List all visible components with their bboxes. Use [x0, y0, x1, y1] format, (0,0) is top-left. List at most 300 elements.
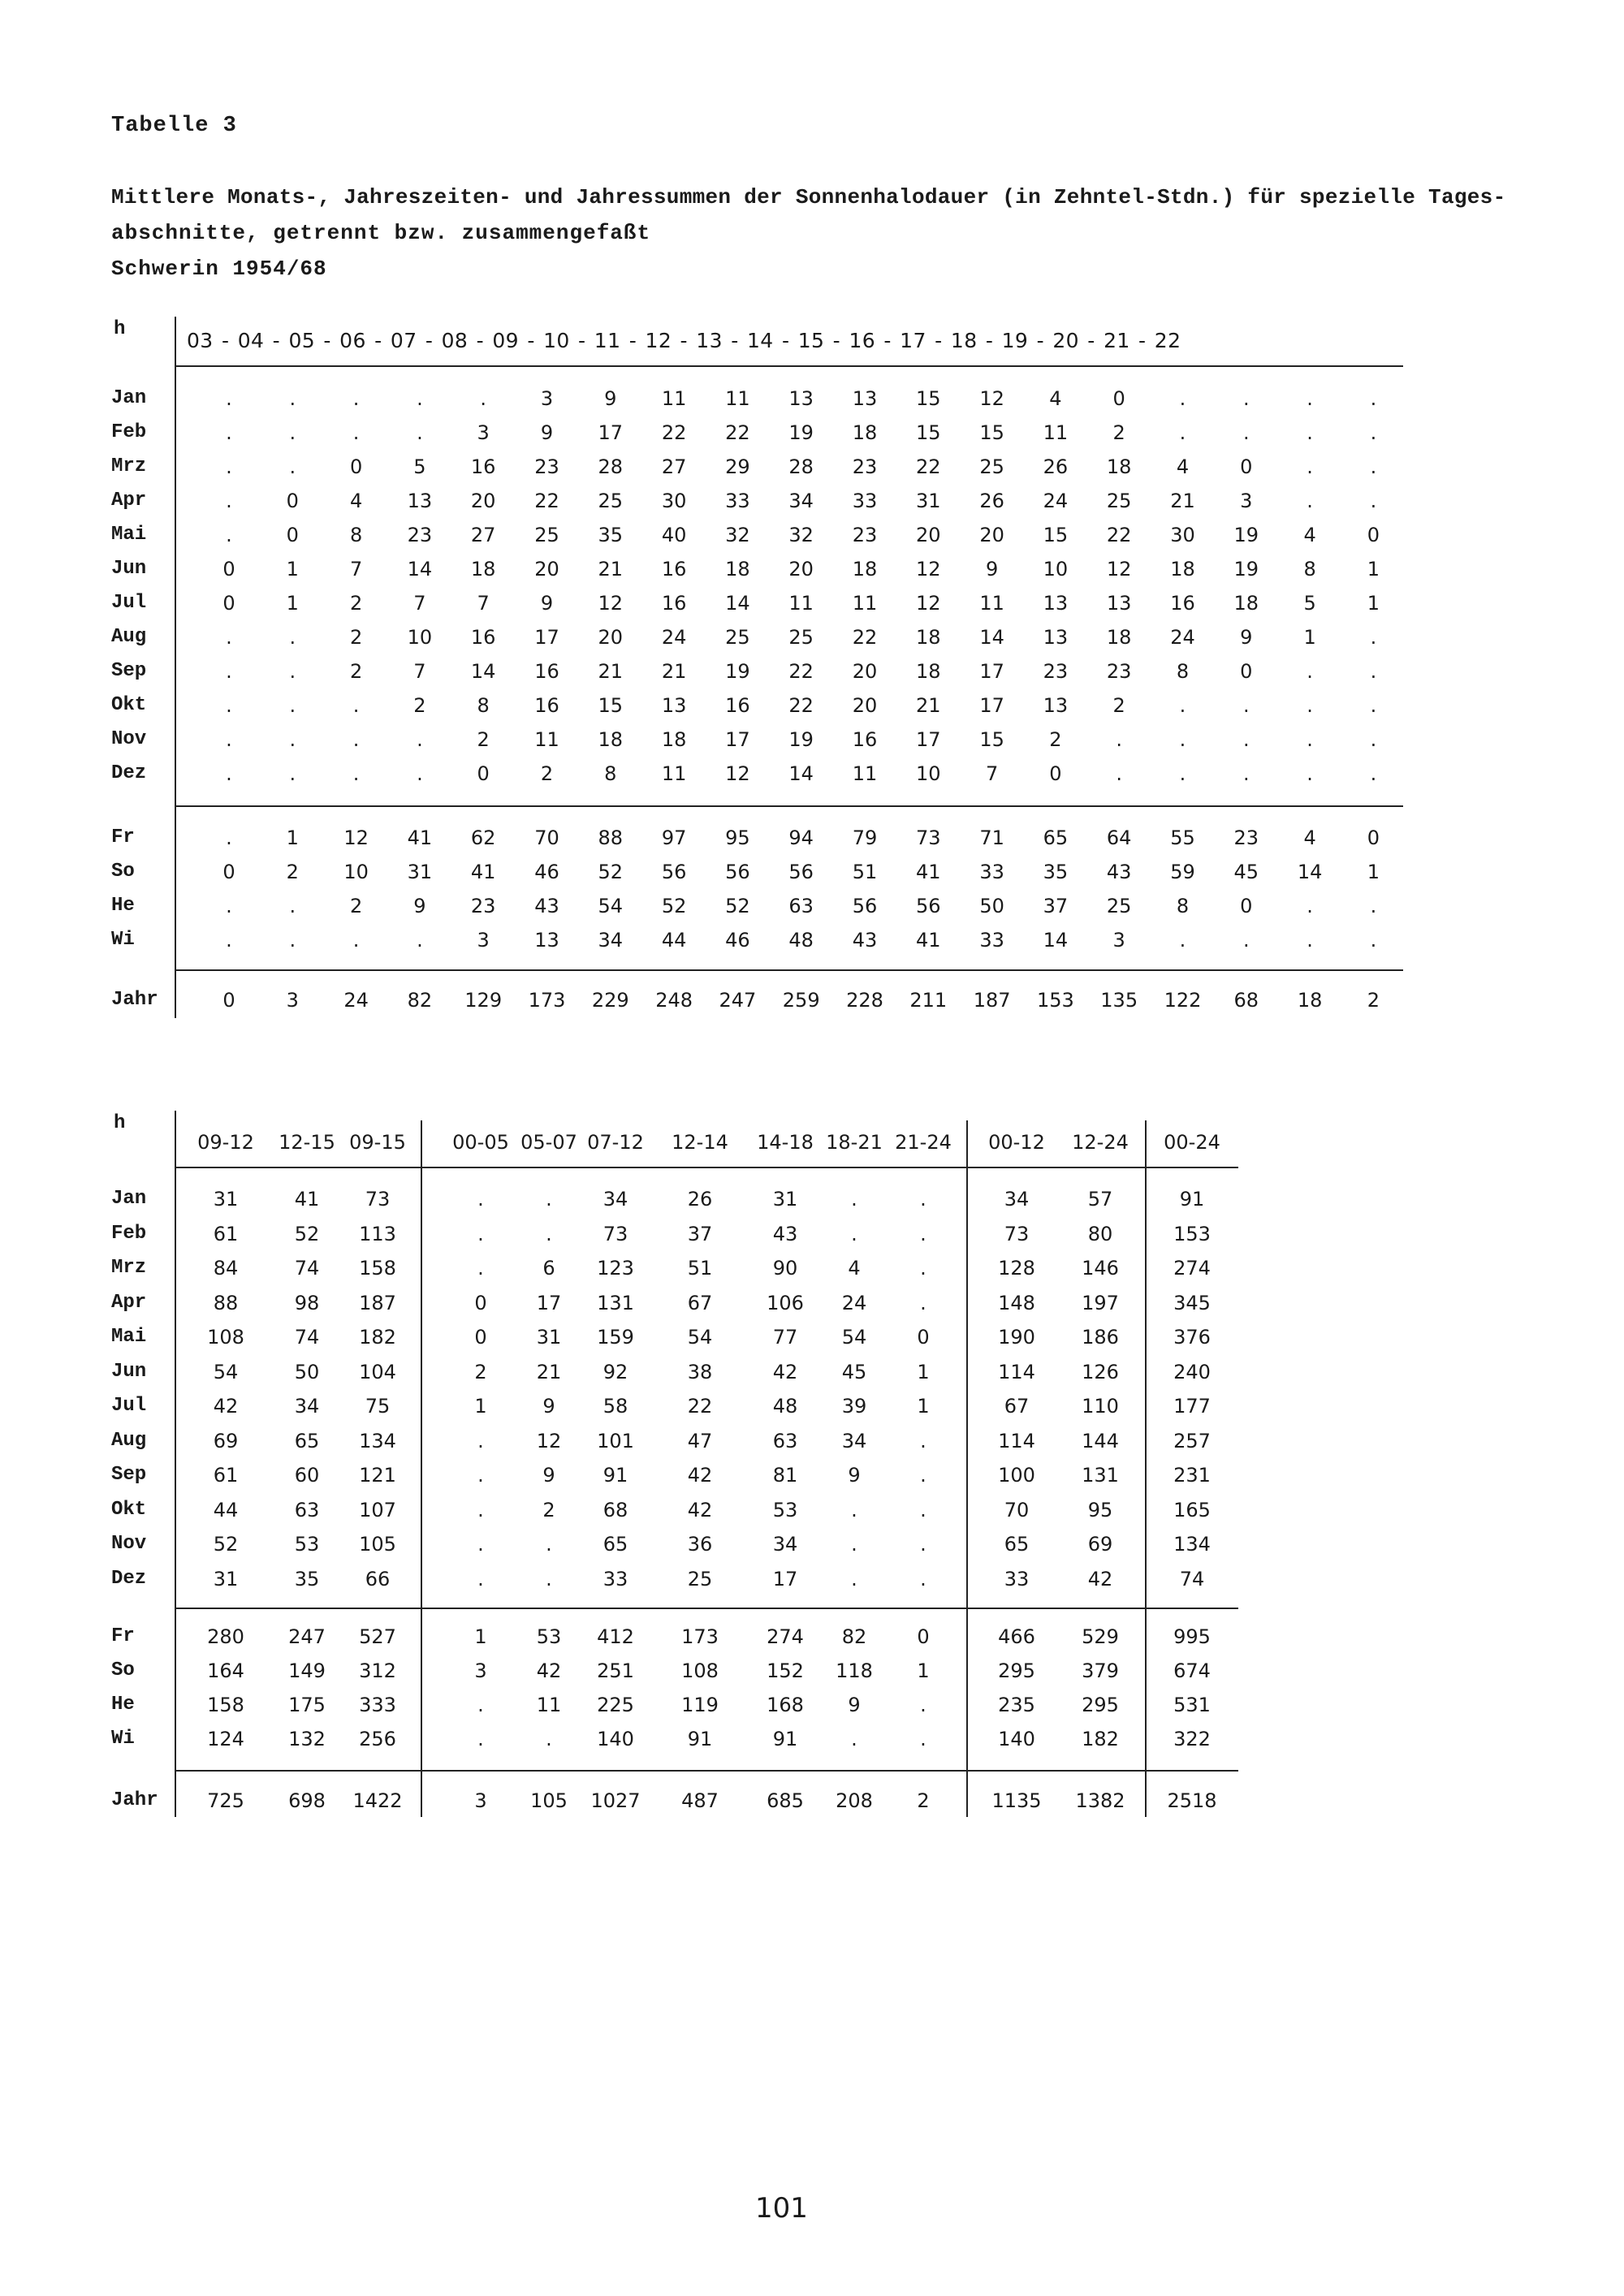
row-label: Okt: [111, 1499, 147, 1521]
table-cell: 685: [767, 1789, 804, 1812]
table-cell: 12: [916, 558, 941, 580]
table-cell: .: [920, 1694, 926, 1716]
table-cell: .: [1179, 762, 1186, 785]
table-cell: .: [289, 895, 296, 917]
row-label: Jun: [111, 558, 147, 580]
table-cell: 9: [848, 1464, 861, 1487]
table-cell: .: [226, 524, 232, 546]
table-cell: 15: [1043, 524, 1069, 546]
table-cell: 16: [470, 626, 496, 649]
table-cell: 22: [916, 455, 941, 478]
table-cell: .: [546, 1223, 552, 1245]
table-cell: 62: [470, 826, 496, 849]
table-cell: .: [1307, 694, 1313, 717]
table-cell: .: [1370, 387, 1377, 410]
row-label: Fr: [111, 1625, 135, 1647]
table-cell: 21: [536, 1361, 562, 1383]
table-cell: 12: [536, 1430, 562, 1452]
table-cell: 47: [687, 1430, 713, 1452]
table-cell: 19: [788, 421, 814, 444]
table-cell: 148: [998, 1292, 1035, 1314]
table-cell: 118: [836, 1659, 873, 1682]
table-cell: 126: [1082, 1361, 1119, 1383]
table-cell: 23: [852, 455, 878, 478]
row-label: So: [111, 1659, 135, 1681]
station-period: Schwerin 1954/68: [111, 257, 327, 281]
table-cell: 3: [1240, 490, 1253, 512]
table-cell: 1: [286, 826, 299, 849]
table-cell: 9: [540, 421, 554, 444]
table-cell: 30: [1170, 524, 1195, 546]
table-cell: 129: [464, 989, 503, 1012]
hourly-table-months-rule: [175, 805, 1403, 807]
table-cell: 41: [916, 861, 941, 883]
table-cell: 31: [213, 1568, 239, 1590]
table-cell: 51: [852, 861, 878, 883]
hourly-table-corner: h: [114, 318, 126, 340]
table-cell: 73: [1004, 1223, 1030, 1245]
table-cell: 54: [213, 1361, 239, 1383]
table-cell: 38: [687, 1361, 713, 1383]
table-cell: 211: [909, 989, 948, 1012]
table-cell: 69: [213, 1430, 239, 1452]
table-cell: .: [417, 929, 423, 952]
table-cell: 119: [681, 1694, 719, 1716]
table-cell: .: [417, 421, 423, 444]
table-cell: .: [289, 455, 296, 478]
table-cell: 23: [1106, 660, 1132, 683]
table-cell: 80: [1087, 1223, 1113, 1245]
column-header: 12-15: [279, 1131, 335, 1154]
table-cell: .: [1307, 728, 1313, 751]
table-cell: 26: [687, 1188, 713, 1211]
table-cell: 18: [598, 728, 624, 751]
table-cell: 56: [661, 861, 687, 883]
table-cell: 48: [788, 929, 814, 952]
table-cell: 10: [343, 861, 369, 883]
row-label: Mrz: [111, 455, 147, 477]
table-cell: .: [1307, 387, 1313, 410]
table-cell: 0: [222, 861, 235, 883]
column-header: 18-21: [826, 1131, 883, 1154]
table-cell: .: [289, 929, 296, 952]
row-label: Aug: [111, 626, 147, 648]
table-cell: .: [289, 421, 296, 444]
table-cell: 0: [477, 762, 490, 785]
table-cell: 18: [852, 558, 878, 580]
table-cell: 31: [407, 861, 433, 883]
table-cell: 2: [286, 861, 299, 883]
table-cell: 11: [852, 762, 878, 785]
row-label: Fr: [111, 826, 135, 848]
table-cell: 33: [1004, 1568, 1030, 1590]
table-cell: 13: [534, 929, 559, 952]
table-cell: 14: [470, 660, 496, 683]
row-label: Jul: [111, 592, 147, 614]
table-cell: 8: [1176, 895, 1190, 917]
table-title-line1: Mittlere Monats-, Jahreszeiten- und Jahressummen der Sonnenhalodauer (in Zehntel-Stdn.) für spezielle Tages-: [111, 185, 1506, 209]
table-cell: 95: [725, 826, 750, 849]
table-cell: 2: [477, 728, 490, 751]
table-cell: 2: [349, 895, 363, 917]
table-cell: 4: [1049, 387, 1062, 410]
table-cell: 197: [1082, 1292, 1119, 1314]
table-cell: 1: [917, 1395, 930, 1418]
table-cell: 7: [477, 592, 490, 615]
table-cell: .: [477, 1464, 484, 1487]
table-cell: 128: [998, 1257, 1035, 1280]
table-cell: 9: [413, 895, 426, 917]
table-cell: 11: [661, 387, 687, 410]
table-cell: 42: [687, 1464, 713, 1487]
table-cell: 1: [917, 1659, 930, 1682]
table-cell: 22: [661, 421, 687, 444]
table-cell: 4: [349, 490, 363, 512]
table-cell: 94: [788, 826, 814, 849]
table-cell: 0: [474, 1326, 487, 1349]
table-cell: 42: [213, 1395, 239, 1418]
table-cell: 68: [603, 1499, 628, 1521]
table-cell: 18: [1106, 626, 1132, 649]
table-cell: 44: [213, 1499, 239, 1521]
table-cell: 5: [1303, 592, 1316, 615]
table-cell: 31: [213, 1188, 239, 1211]
table-cell: 114: [998, 1361, 1035, 1383]
table-cell: 247: [719, 989, 757, 1012]
table-cell: 274: [1173, 1257, 1211, 1280]
table-cell: 31: [772, 1188, 798, 1211]
period-table-divider-1: [421, 1120, 422, 1817]
table-cell: 2: [1367, 989, 1380, 1012]
table-cell: .: [920, 1728, 926, 1750]
table-cell: 9: [604, 387, 617, 410]
table-cell: .: [289, 660, 296, 683]
table-cell: 43: [534, 895, 559, 917]
table-cell: .: [1307, 660, 1313, 683]
table-cell: 0: [474, 1292, 487, 1314]
table-cell: 134: [1173, 1533, 1211, 1556]
table-cell: 2: [1049, 728, 1062, 751]
table-cell: 33: [725, 490, 750, 512]
table-cell: 182: [359, 1326, 396, 1349]
table-cell: .: [352, 387, 360, 410]
table-cell: 7: [413, 660, 426, 683]
table-cell: 3: [477, 421, 490, 444]
table-cell: 164: [207, 1659, 244, 1682]
table-cell: 152: [767, 1659, 804, 1682]
table-cell: 41: [470, 861, 496, 883]
table-cell: 12: [979, 387, 1004, 410]
table-cell: .: [920, 1430, 926, 1452]
table-cell: 531: [1173, 1694, 1211, 1716]
table-cell: .: [920, 1464, 926, 1487]
table-cell: 15: [916, 421, 941, 444]
page-number: 101: [755, 2192, 808, 2225]
table-cell: .: [1370, 895, 1377, 917]
table-cell: .: [851, 1188, 857, 1211]
table-cell: 122: [1164, 989, 1202, 1012]
table-cell: .: [546, 1188, 552, 1211]
table-cell: .: [477, 1257, 484, 1280]
table-cell: 146: [1082, 1257, 1119, 1280]
table-cell: 44: [661, 929, 687, 952]
table-cell: 48: [772, 1395, 798, 1418]
table-cell: .: [226, 455, 232, 478]
table-cell: 153: [1173, 1223, 1211, 1245]
row-label: Jan: [111, 1188, 147, 1210]
table-cell: 84: [213, 1257, 239, 1280]
table-cell: 466: [998, 1625, 1035, 1648]
table-cell: 173: [681, 1625, 719, 1648]
table-cell: .: [226, 728, 232, 751]
table-cell: 5: [413, 455, 426, 478]
table-cell: 7: [413, 592, 426, 615]
table-cell: .: [851, 1728, 857, 1750]
table-cell: 54: [598, 895, 624, 917]
table-cell: .: [1370, 421, 1377, 444]
table-cell: 28: [598, 455, 624, 478]
table-cell: 345: [1173, 1292, 1211, 1314]
table-cell: 280: [207, 1625, 244, 1648]
table-cell: 69: [1087, 1533, 1113, 1556]
table-cell: 1382: [1075, 1789, 1125, 1812]
table-cell: 63: [772, 1430, 798, 1452]
table-cell: 177: [1173, 1395, 1211, 1418]
table-cell: 11: [788, 592, 814, 615]
table-cell: 1: [1367, 592, 1380, 615]
table-cell: 18: [1297, 989, 1323, 1012]
table-cell: 18: [1170, 558, 1195, 580]
table-cell: 61: [213, 1223, 239, 1245]
table-cell: 22: [725, 421, 750, 444]
table-cell: 16: [534, 660, 559, 683]
table-cell: 56: [725, 861, 750, 883]
table-cell: 698: [288, 1789, 326, 1812]
table-cell: 159: [597, 1326, 634, 1349]
table-cell: 18: [470, 558, 496, 580]
row-label: Apr: [111, 1292, 147, 1314]
table-cell: 65: [1043, 826, 1069, 849]
table-cell: 73: [916, 826, 941, 849]
table-cell: 14: [1043, 929, 1069, 952]
hourly-table-header: 03 - 04 - 05 - 06 - 07 - 08 - 09 - 10 - 11 - 12 - 13 - 14 - 15 - 16 - 17 - 18 - 19 - 20 - 21 - 22: [187, 329, 1181, 352]
table-cell: 70: [534, 826, 559, 849]
table-cell: 20: [470, 490, 496, 512]
table-cell: 25: [788, 626, 814, 649]
table-cell: .: [352, 728, 360, 751]
table-cell: 4: [1303, 524, 1316, 546]
table-cell: .: [417, 762, 423, 785]
table-cell: 487: [681, 1789, 719, 1812]
table-cell: 2: [542, 1499, 555, 1521]
table-cell: 23: [534, 455, 559, 478]
row-label: He: [111, 1694, 135, 1716]
table-cell: 256: [359, 1728, 396, 1750]
table-cell: .: [477, 1728, 484, 1750]
table-cell: 17: [534, 626, 559, 649]
table-cell: 67: [1004, 1395, 1030, 1418]
table-cell: .: [352, 421, 360, 444]
table-cell: 131: [1082, 1464, 1119, 1487]
table-cell: 25: [598, 490, 624, 512]
table-cell: 259: [782, 989, 820, 1012]
table-cell: 15: [598, 694, 624, 717]
table-cell: 322: [1173, 1728, 1211, 1750]
table-cell: 67: [687, 1292, 713, 1314]
table-cell: 0: [1367, 826, 1380, 849]
table-cell: 42: [687, 1499, 713, 1521]
table-cell: .: [1116, 728, 1122, 751]
table-cell: 41: [294, 1188, 320, 1211]
table-cell: 12: [725, 762, 750, 785]
table-cell: .: [477, 1223, 484, 1245]
table-cell: .: [546, 1533, 552, 1556]
table-cell: 81: [772, 1464, 798, 1487]
table-cell: 333: [359, 1694, 396, 1716]
table-cell: 140: [597, 1728, 634, 1750]
table-cell: 0: [222, 989, 235, 1012]
table-cell: 53: [772, 1499, 798, 1521]
table-cell: 63: [294, 1499, 320, 1521]
table-cell: 50: [979, 895, 1004, 917]
table-cell: 8: [477, 694, 490, 717]
row-label: Feb: [111, 1223, 147, 1245]
table-cell: 8: [1303, 558, 1316, 580]
table-cell: 16: [661, 592, 687, 615]
table-cell: .: [1242, 762, 1250, 785]
table-cell: 2: [1112, 421, 1125, 444]
table-cell: 257: [1173, 1430, 1211, 1452]
table-cell: 14: [788, 762, 814, 785]
table-cell: .: [1370, 660, 1377, 683]
table-cell: 0: [1112, 387, 1125, 410]
table-cell: 24: [1170, 626, 1195, 649]
table-cell: 43: [1106, 861, 1132, 883]
table-cell: 11: [534, 728, 559, 751]
table-cell: 19: [1233, 558, 1259, 580]
table-cell: 0: [1367, 524, 1380, 546]
table-cell: 225: [597, 1694, 634, 1716]
table-cell: .: [226, 826, 232, 849]
table-cell: 11: [536, 1694, 562, 1716]
table-cell: 70: [1004, 1499, 1030, 1521]
table-cell: 240: [1173, 1361, 1211, 1383]
table-cell: .: [920, 1292, 926, 1314]
table-cell: 3: [540, 387, 554, 410]
table-cell: 379: [1082, 1659, 1119, 1682]
table-cell: 2: [413, 694, 426, 717]
period-table-divider-2: [966, 1120, 968, 1817]
table-cell: 3: [286, 989, 299, 1012]
table-cell: 1: [286, 558, 299, 580]
table-cell: .: [289, 387, 296, 410]
table-cell: 20: [534, 558, 559, 580]
table-cell: 17: [979, 694, 1004, 717]
table-cell: 73: [603, 1223, 628, 1245]
table-cell: 105: [359, 1533, 396, 1556]
column-header: 09-12: [197, 1131, 254, 1154]
table-cell: .: [1116, 762, 1122, 785]
table-cell: 20: [788, 558, 814, 580]
table-cell: 158: [207, 1694, 244, 1716]
table-cell: 33: [979, 861, 1004, 883]
table-cell: 68: [1233, 989, 1259, 1012]
table-cell: 54: [841, 1326, 867, 1349]
table-cell: 124: [207, 1728, 244, 1750]
table-cell: 11: [852, 592, 878, 615]
table-cell: 110: [1082, 1395, 1119, 1418]
row-label: Okt: [111, 694, 147, 716]
table-cell: 107: [359, 1499, 396, 1521]
table-cell: 376: [1173, 1326, 1211, 1349]
table-cell: 54: [687, 1326, 713, 1349]
table-cell: 51: [687, 1257, 713, 1280]
table-cell: 108: [207, 1326, 244, 1349]
table-cell: 25: [687, 1568, 713, 1590]
table-cell: 2: [349, 626, 363, 649]
table-cell: 22: [788, 694, 814, 717]
table-cell: 8: [349, 524, 363, 546]
table-cell: 11: [1043, 421, 1069, 444]
table-cell: .: [226, 895, 232, 917]
table-cell: 0: [1240, 660, 1253, 683]
table-cell: 16: [661, 558, 687, 580]
table-cell: 10: [407, 626, 433, 649]
table-cell: 59: [1170, 861, 1195, 883]
table-cell: 33: [979, 929, 1004, 952]
table-cell: .: [226, 929, 232, 952]
column-header: 07-12: [587, 1131, 644, 1154]
table-cell: .: [289, 626, 296, 649]
table-cell: 295: [998, 1659, 1035, 1682]
table-cell: 17: [979, 660, 1004, 683]
table-cell: 95: [1087, 1499, 1113, 1521]
table-cell: .: [289, 762, 296, 785]
table-cell: 34: [598, 929, 624, 952]
table-cell: 208: [836, 1789, 873, 1812]
table-cell: 4: [848, 1257, 861, 1280]
table-cell: 0: [222, 558, 235, 580]
table-cell: 21: [916, 694, 941, 717]
table-cell: 24: [661, 626, 687, 649]
table-cell: .: [1242, 387, 1250, 410]
table-label: Tabelle 3: [111, 114, 237, 138]
table-cell: 186: [1082, 1326, 1119, 1349]
table-cell: 16: [852, 728, 878, 751]
table-cell: 16: [534, 694, 559, 717]
period-table-corner: h: [114, 1112, 126, 1134]
table-cell: 22: [852, 626, 878, 649]
column-header: 12-24: [1072, 1131, 1129, 1154]
table-cell: 113: [359, 1223, 396, 1245]
table-cell: 82: [407, 989, 433, 1012]
column-header: 00-24: [1164, 1131, 1220, 1154]
table-cell: 4: [1176, 455, 1190, 478]
table-cell: 134: [359, 1430, 396, 1452]
table-cell: 71: [979, 826, 1004, 849]
table-cell: 228: [846, 989, 883, 1012]
table-cell: 13: [661, 694, 687, 717]
table-cell: 11: [661, 762, 687, 785]
table-cell: .: [851, 1223, 857, 1245]
table-cell: .: [289, 728, 296, 751]
table-cell: 100: [998, 1464, 1035, 1487]
table-cell: 6: [542, 1257, 555, 1280]
table-cell: 91: [1179, 1188, 1205, 1211]
table-cell: 0: [1240, 455, 1253, 478]
table-cell: 30: [661, 490, 687, 512]
table-cell: 135: [1100, 989, 1138, 1012]
